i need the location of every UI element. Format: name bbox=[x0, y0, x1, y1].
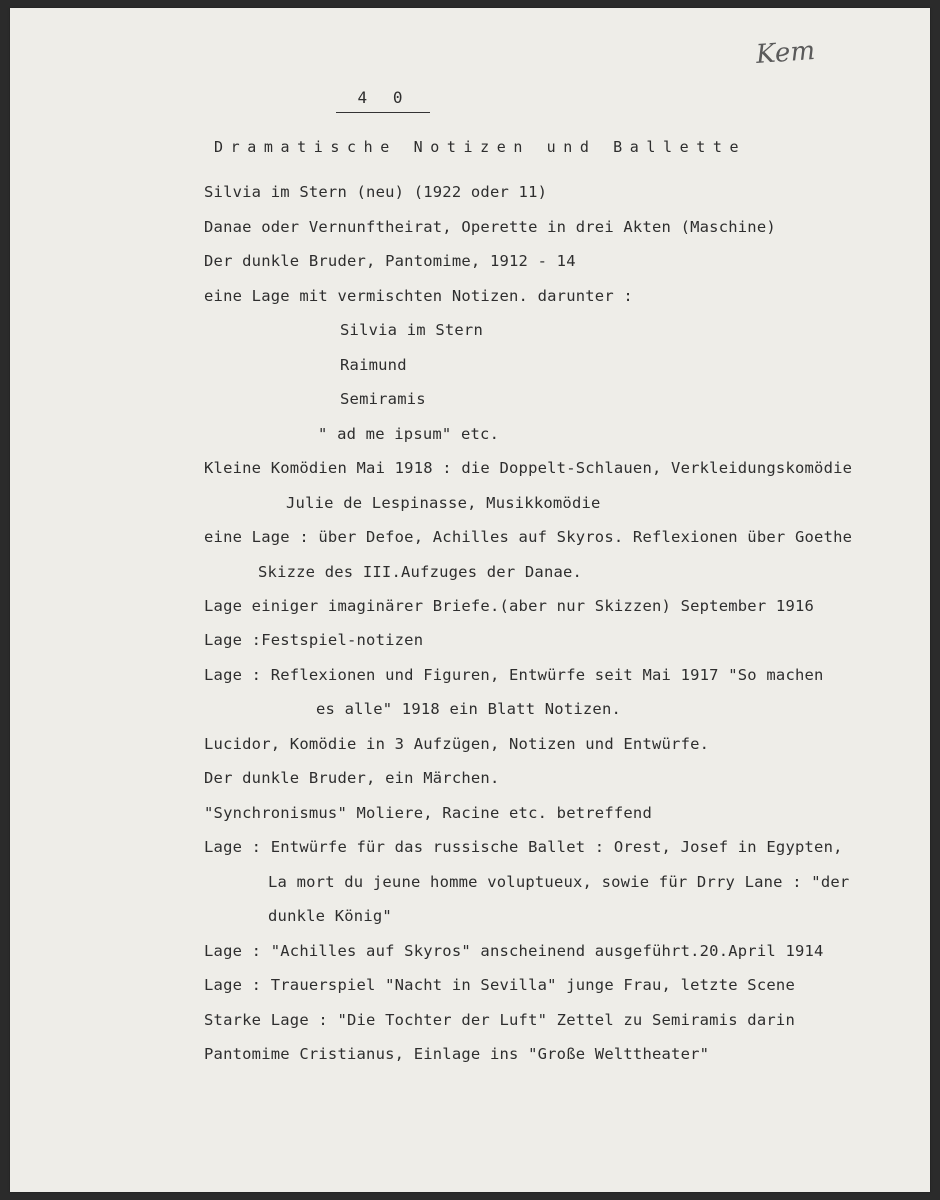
entry-line: "Synchronismus" Moliere, Racine etc. betreffend bbox=[204, 804, 652, 822]
entry-line: Lage :Festspiel-notizen bbox=[204, 631, 424, 649]
entry-line: Lage : Trauerspiel "Nacht in Sevilla" junge Frau, letzte Scene bbox=[204, 976, 795, 994]
entry-line: Lucidor, Komödie in 3 Aufzügen, Notizen und Entwürfe. bbox=[204, 735, 710, 753]
entry-line: Der dunkle Bruder, Pantomime, 1912 - 14 bbox=[204, 252, 576, 270]
continuation-line: La mort du jeune homme voluptueux, sowie für Drry Lane : "der bbox=[268, 873, 850, 891]
entry-line: Pantomime Cristianus, Einlage ins "Große Welttheater" bbox=[204, 1045, 710, 1063]
sub-entry-line: Raimund bbox=[340, 356, 407, 374]
sub-entry-line: " ad me ipsum" etc. bbox=[318, 425, 500, 443]
entry-line: Starke Lage : "Die Tochter der Luft" Zettel zu Semiramis darin bbox=[204, 1011, 795, 1029]
entry-line: Lage einiger imaginärer Briefe.(aber nur Skizzen) September 1916 bbox=[204, 597, 815, 615]
handwritten-annotation: Kem bbox=[755, 35, 817, 71]
entry-line: Danae oder Vernunftheirat, Operette in drei Akten (Maschine) bbox=[204, 218, 776, 236]
entry-line: eine Lage : über Defoe, Achilles auf Skyros. Reflexionen über Goethe bbox=[204, 528, 853, 546]
entry-line: eine Lage mit vermischten Notizen. darunter : bbox=[204, 287, 633, 305]
continuation-line: es alle" 1918 ein Blatt Notizen. bbox=[316, 700, 622, 718]
page-heading: Dramatische Notizen und Ballette bbox=[214, 138, 747, 156]
sub-entry-line: Semiramis bbox=[340, 390, 426, 408]
entry-line: Lage : Entwürfe für das russische Ballet : Orest, Josef in Egypten, bbox=[204, 838, 843, 856]
continuation-line: dunkle König" bbox=[268, 907, 392, 925]
entry-line: Lage : "Achilles auf Skyros" anscheinend ausgeführt.20.April 1914 bbox=[204, 942, 824, 960]
entry-line: Der dunkle Bruder, ein Märchen. bbox=[204, 769, 500, 787]
sub-entry-line: Silvia im Stern bbox=[340, 321, 483, 339]
document-page bbox=[10, 8, 930, 1192]
page-number-underline bbox=[336, 112, 430, 113]
page-number: 4 0 bbox=[357, 88, 411, 107]
entry-line: Lage : Reflexionen und Figuren, Entwürfe seit Mai 1917 "So machen bbox=[204, 666, 824, 684]
continuation-line: Skizze des III.Aufzuges der Danae. bbox=[258, 563, 583, 581]
entry-line: Kleine Komödien Mai 1918 : die Doppelt-Schlauen, Verkleidungskomödie bbox=[204, 459, 853, 477]
continuation-line: Julie de Lespinasse, Musikkomödie bbox=[286, 494, 601, 512]
entry-line: Silvia im Stern (neu) (1922 oder 11) bbox=[204, 183, 548, 201]
